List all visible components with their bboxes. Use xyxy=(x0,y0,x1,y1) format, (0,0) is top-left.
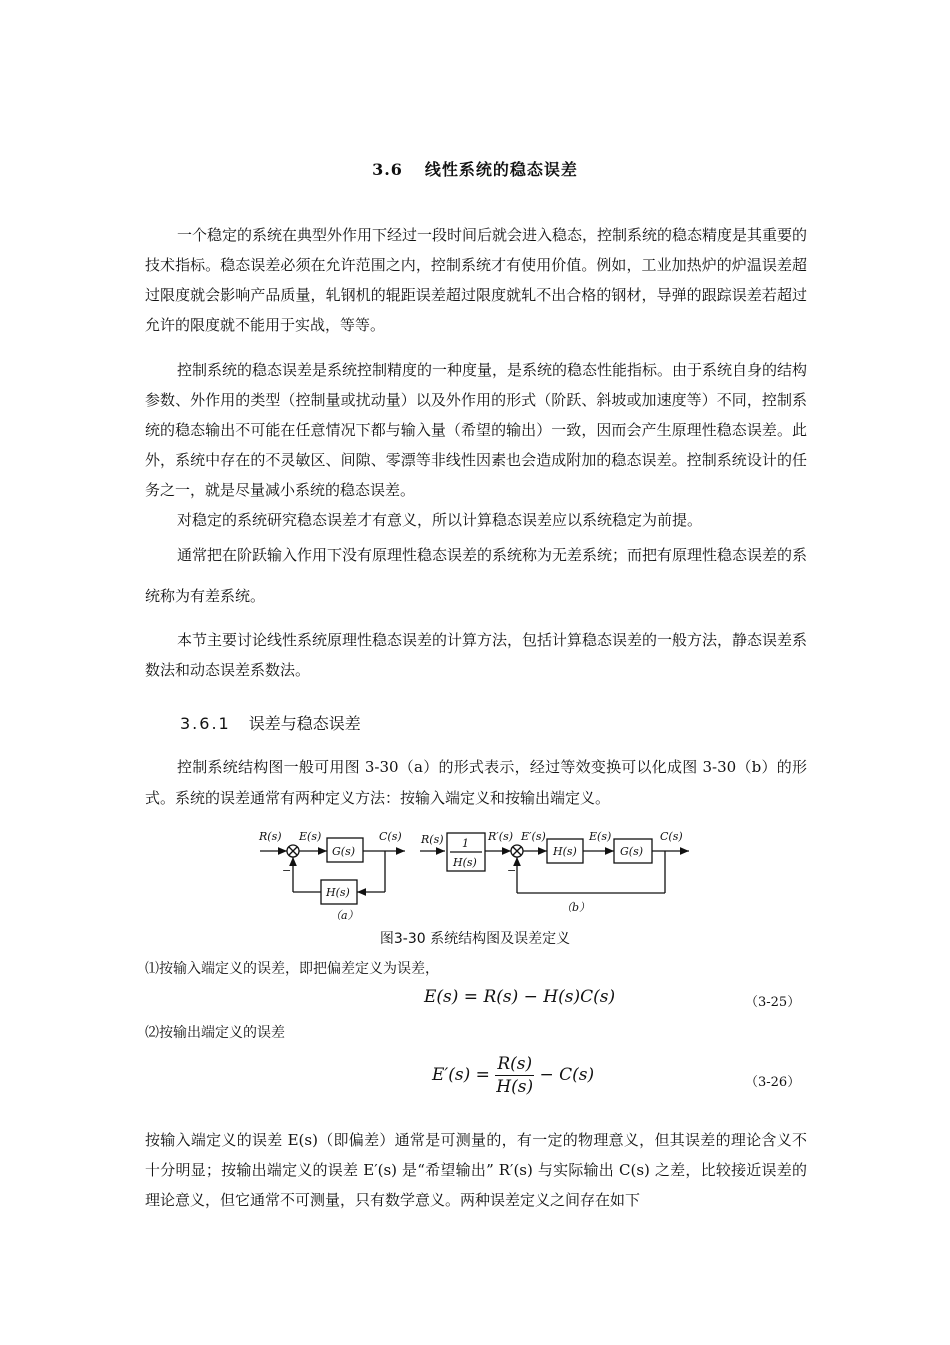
block-diagram xyxy=(255,825,695,925)
block-h: H(s) xyxy=(326,886,350,899)
paragraph: 本节主要讨论线性系统原理性稳态误差的计算方法，包括计算稳态误差的一般方法，静态误差系数法和动态误差系数法。 xyxy=(145,631,808,679)
label-c: C(s) xyxy=(379,830,402,843)
body-text xyxy=(145,220,807,685)
label-a: （a） xyxy=(330,909,359,922)
intro-text xyxy=(145,752,807,814)
prefilter-den: H(s) xyxy=(453,856,477,869)
paragraph: 控制系统的稳态误差是系统控制精度的一种度量，是系统的稳态性能指标。由于系统自身的结构参数、外作用的类型（控制量或扰动量）以及外作用的形式（阶跃、斜坡或加速度等）不同，控制系统的稳态输出不可能在任意情况下都与输入量（希望的输出）一致，因而会产生原理性稳态误差。此外，系统中存在的不灵敏区、间隙、零漂等非线性因素也会造成附加的稳态误差。控制系统设计的任务之一，就是尽量减小系统的稳态误差。 xyxy=(145,361,808,499)
label-c-b: C(s) xyxy=(660,830,683,843)
minus-sign-b: − xyxy=(507,864,517,877)
section-title xyxy=(0,157,950,180)
equation-3-25: E(s) = R(s) − H(s)C(s) xyxy=(424,987,616,1007)
label-e-b: E(s) xyxy=(589,830,612,843)
label-r: R(s) xyxy=(259,830,282,843)
minus-sign: − xyxy=(282,864,292,877)
closing-text xyxy=(145,1125,807,1215)
label-rp: R′(s) xyxy=(488,830,514,843)
eq2-denominator: H(s) xyxy=(496,1077,534,1097)
subsection-number: 3.6.1 xyxy=(180,714,231,733)
item-1: ⑴按输入端定义的误差，即把偏差定义为误差， xyxy=(145,961,439,977)
block-g: G(s) xyxy=(332,845,356,858)
eq2-numerator: R(s) xyxy=(497,1054,533,1074)
subsection-title xyxy=(180,711,361,734)
section-heading: 线性系统的稳态误差 xyxy=(424,160,578,179)
paragraph: 按输入端定义的误差 E(s)（即偏差）通常是可测量的，有一定的物理意义，但其误差的理论含义不十分明显；按输出端定义的误差 E′(s) 是“希望输出” R′(s) 与实际输出 C(s) 之差，比较接近误差的理论意义，但它通常不可测量，只有数学意义。两种误差定义之间存在如下 xyxy=(145,1131,807,1209)
figure-caption: 图3-30 系统结构图及误差定义 xyxy=(379,931,571,947)
equation-number: （3-25） xyxy=(745,995,801,1010)
block-g-b: G(s) xyxy=(620,845,644,858)
equation-3-26 xyxy=(432,1054,594,1097)
eq2-lhs: E′(s) = xyxy=(432,1065,490,1085)
paragraph: 一个稳定的系统在典型外作用下经过一段时间后就会进入稳态，控制系统的稳态精度是其重要的技术指标。稳态误差必须在允许范围之内，控制系统才有使用价值。例如，工业加热炉的炉温误差超过限度就会影响产品质量，轧钢机的辊距误差超过限度就轧不出合格的钢材，导弹的跟踪误差若超过允许的限度就不能用于实战，等等。 xyxy=(145,226,808,334)
paragraph: 控制系统结构图一般可用图 3-30（a）的形式表示，经过等效变换可以化成图 3-30（b）的形式。系统的误差通常有两种定义方法：按输入端定义和按输出端定义。 xyxy=(145,758,807,807)
equation-number: （3-26） xyxy=(745,1075,801,1090)
section-number: 3.6 xyxy=(372,160,403,179)
paragraph: 通常把在阶跃输入作用下没有原理性稳态误差的系统称为无差系统；而把有原理性稳态误差的系统称为有差系统。 xyxy=(145,546,808,605)
subsection-heading: 误差与稳态误差 xyxy=(248,714,361,733)
prefilter-num: 1 xyxy=(462,837,469,850)
eq2-rhs: − C(s) xyxy=(539,1065,595,1085)
item-2: ⑵按输出端定义的误差 xyxy=(145,1025,285,1041)
eq2-fraction xyxy=(495,1054,534,1097)
label-ep: E′(s) xyxy=(521,830,546,843)
paragraph: 对稳定的系统研究稳态误差才有意义，所以计算稳态误差应以系统稳定为前提。 xyxy=(177,511,703,529)
block-h-b: H(s) xyxy=(553,845,577,858)
label-r-b: R(s) xyxy=(421,833,444,846)
label-e: E(s) xyxy=(299,830,322,843)
label-b: （b） xyxy=(561,901,591,914)
